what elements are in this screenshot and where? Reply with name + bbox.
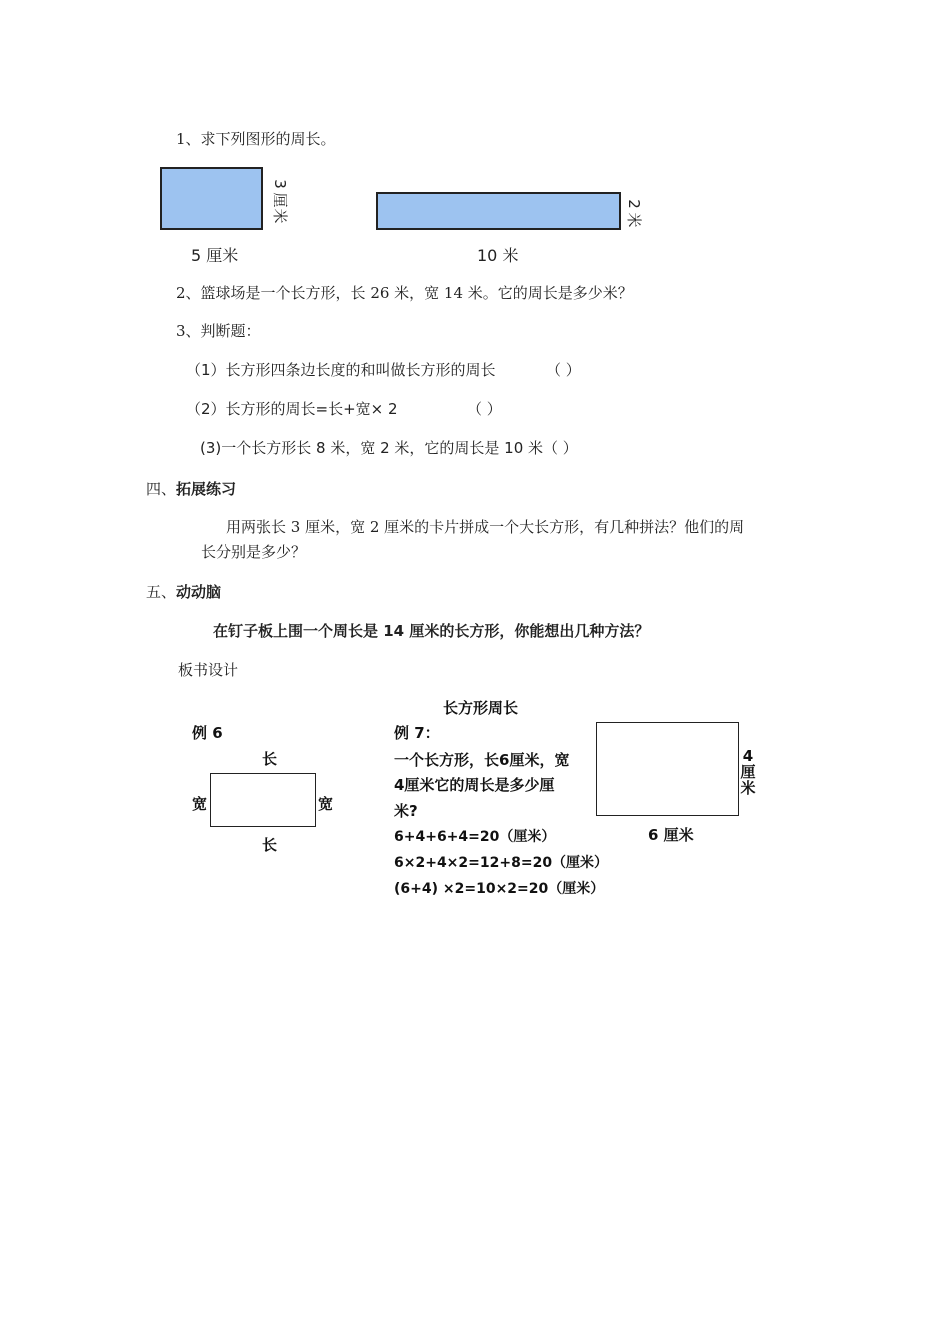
ex7-calc-2: 6×2+4×2=12+8=20（厘米）	[394, 855, 609, 871]
rect1-height-unit2: 米	[271, 208, 289, 224]
ex7-width-label: 6 厘米	[648, 826, 694, 844]
rect-10x2	[376, 192, 621, 230]
section4-heading	[146, 478, 236, 499]
ex7-calc-3: (6+4) ×2=10×2=20（厘米）	[394, 881, 605, 897]
q3-item-1-blank: （ ）	[546, 361, 581, 379]
section5-heading	[146, 581, 221, 602]
rect1-height-digit: 3	[271, 179, 289, 189]
ex6-right-label: 宽	[318, 795, 334, 813]
ex7-line-2: 4厘米它的周长是多少厘	[394, 776, 555, 794]
ex7-height-unit1: 厘	[740, 763, 756, 781]
section5-prefix: 五、	[146, 583, 177, 601]
ex6-left-label: 宽	[192, 795, 208, 813]
section5-text: 在钉子板上围一个周长是 14 厘米的长方形，你能想出几种方法？	[213, 622, 650, 640]
rect1-width-label: 5 厘米	[191, 246, 239, 265]
q3-item-2: （2）长方形的周长=长+宽× 2	[186, 400, 398, 418]
ex7-line-1: 一个长方形，长6厘米，宽	[394, 751, 570, 769]
ex7-height-digit: 4	[742, 747, 754, 765]
ex6-rectangle	[210, 773, 316, 827]
section4-title: 拓展练习	[176, 480, 237, 498]
rect1-height-unit1: 厘	[271, 192, 289, 208]
board-center-title: 长方形周长	[443, 699, 519, 717]
ex7-height-label	[740, 748, 756, 796]
rect2-width-label: 10 米	[477, 246, 519, 265]
section4-line1: 用两张长 3 厘米，宽 2 厘米的卡片拼成一个大长方形，有几种拼法？他们的周	[226, 518, 745, 536]
ex7-rectangle	[596, 722, 739, 816]
rect2-height-label	[626, 196, 642, 228]
ex7-line-3: 米?	[394, 802, 418, 820]
rect-5x3	[160, 167, 263, 230]
section4-prefix: 四、	[146, 480, 177, 498]
rect1-height-label	[272, 176, 288, 224]
q3-item-2-blank: （ ）	[467, 400, 502, 418]
ex6-bottom-label: 长	[262, 836, 278, 854]
rect2-height-digit: 2	[625, 199, 643, 209]
q3-item-3: (3)一个长方形长 8 米，宽 2 米，它的周长是 10 米（ ）	[200, 439, 578, 457]
q3-title: 3、判断题：	[176, 322, 261, 340]
ex7-label: 例 7：	[394, 724, 440, 742]
board-title: 板书设计	[178, 661, 239, 679]
rect2-height-unit: 米	[625, 212, 643, 228]
ex7-height-unit2: 米	[740, 779, 756, 797]
ex7-calc-1: 6+4+6+4=20（厘米）	[394, 829, 556, 845]
section4-line2: 长分别是多少？	[201, 543, 307, 561]
q1-title: 1、求下列图形的周长。	[176, 130, 336, 148]
section5-title: 动动脑	[176, 583, 222, 601]
ex6-top-label: 长	[262, 750, 278, 768]
ex6-label: 例 6	[192, 724, 223, 742]
q3-item-1: （1）长方形四条边长度的和叫做长方形的周长	[186, 361, 496, 379]
q2-text: 2、篮球场是一个长方形，长 26 米，宽 14 米。它的周长是多少米？	[176, 284, 633, 302]
